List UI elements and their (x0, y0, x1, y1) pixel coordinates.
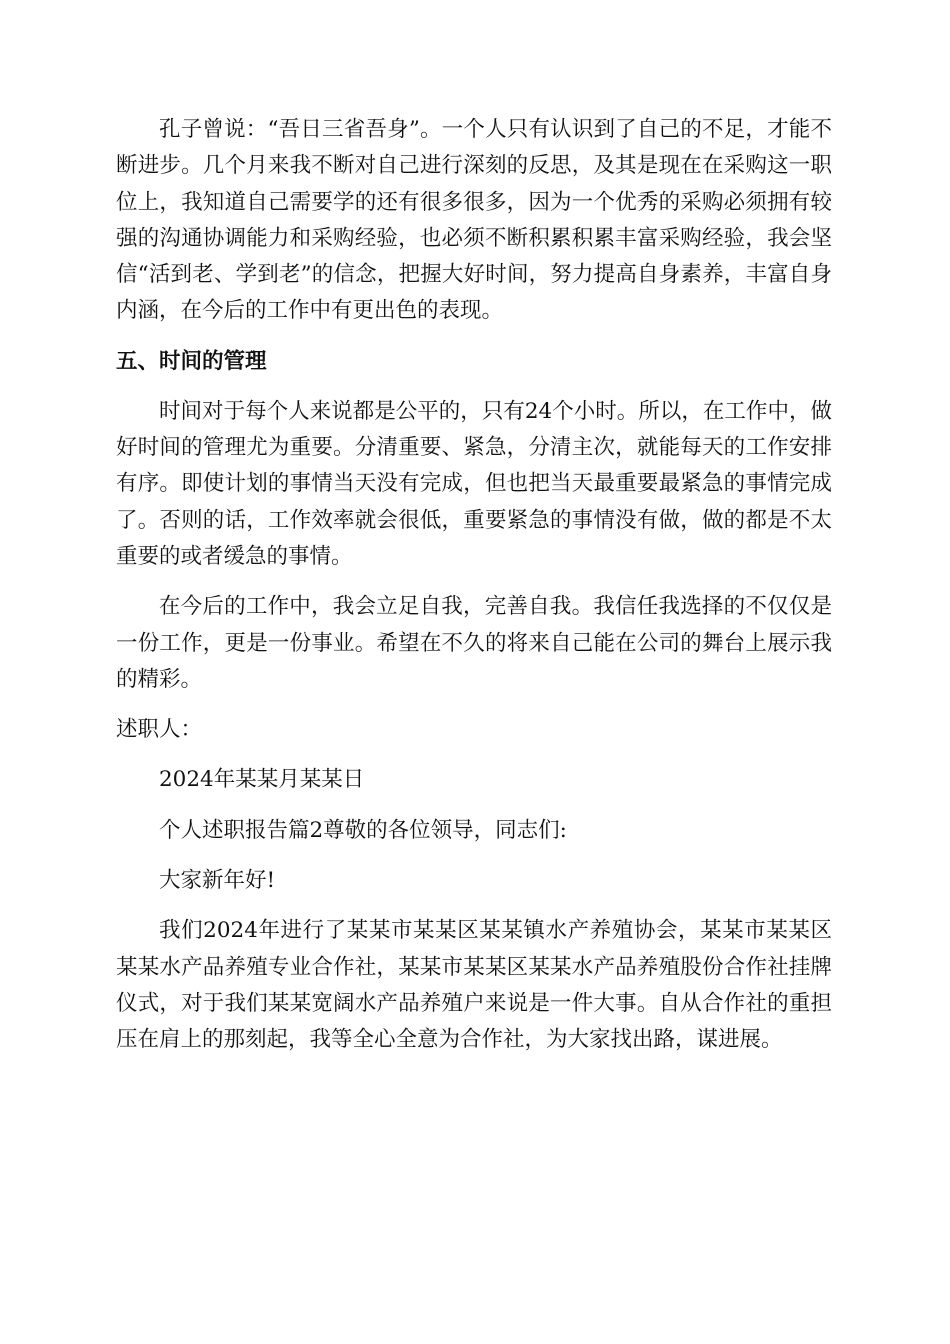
section-heading-time-management: 五、时间的管理 (116, 348, 267, 374)
paragraph-self-reflection: 孔子曾说：“吾日三省吾身”。一个人只有认识到了自己的不足，才能不断进步。几个月来我不断对自己进行深刻的反思，及其是现在在采购这一职位上，我知道自己需要学的还有很多很多，因为一个优秀的采购必须拥有较强的沟通协调能力和采购经验，也必须不断积累积累丰富采购经验，我会坚信“活到老、学到老”的信念，把握大好时间，努力提高自身素养，丰富自身内涵，在今后的工作中有更出色的表现。 (116, 117, 832, 324)
greeting-line: 大家新年好! (159, 868, 276, 894)
paragraph-future-outlook: 在今后的工作中，我会立足自我，完善自我。我信任我选择的不仅仅是一份工作，更是一份事业。希望在不久的将来自己能在公司的舞台上展示我的精彩。 (116, 594, 832, 692)
signature-label: 述职人： (116, 717, 203, 743)
paragraph-cooperative: 我们2024年进行了某某市某某区某某镇水产养殖协会，某某市某某区某某水产品养殖专业合作社，某某市某某区某某水产品养殖股份合作社挂牌仪式，对于我们某某宽阔水产品养殖户来说是一件大事。自从合作社的重担压在肩上的那刻起，我等全心全意为合作社，为大家找出路，谋进展。 (116, 918, 832, 1053)
report-2-intro: 个人述职报告篇2尊敬的各位领导，同志们: (159, 817, 567, 843)
document-body (116, 112, 832, 1059)
paragraph-time-management: 时间对于每个人来说都是公平的，只有24个小时。所以，在工作中，做好时间的管理尤为重要。分清重要、紧急，分清主次，就能每天的工作安排有序。即使计划的事情当天没有完成，但也把当天最重要最紧急的事情完成了。否则的话，工作效率就会很低，重要紧急的事情没有做，做的都是不太重要的或者缓急的事情。 (116, 398, 832, 569)
report-date: 2024年某某月某某日 (159, 767, 365, 793)
